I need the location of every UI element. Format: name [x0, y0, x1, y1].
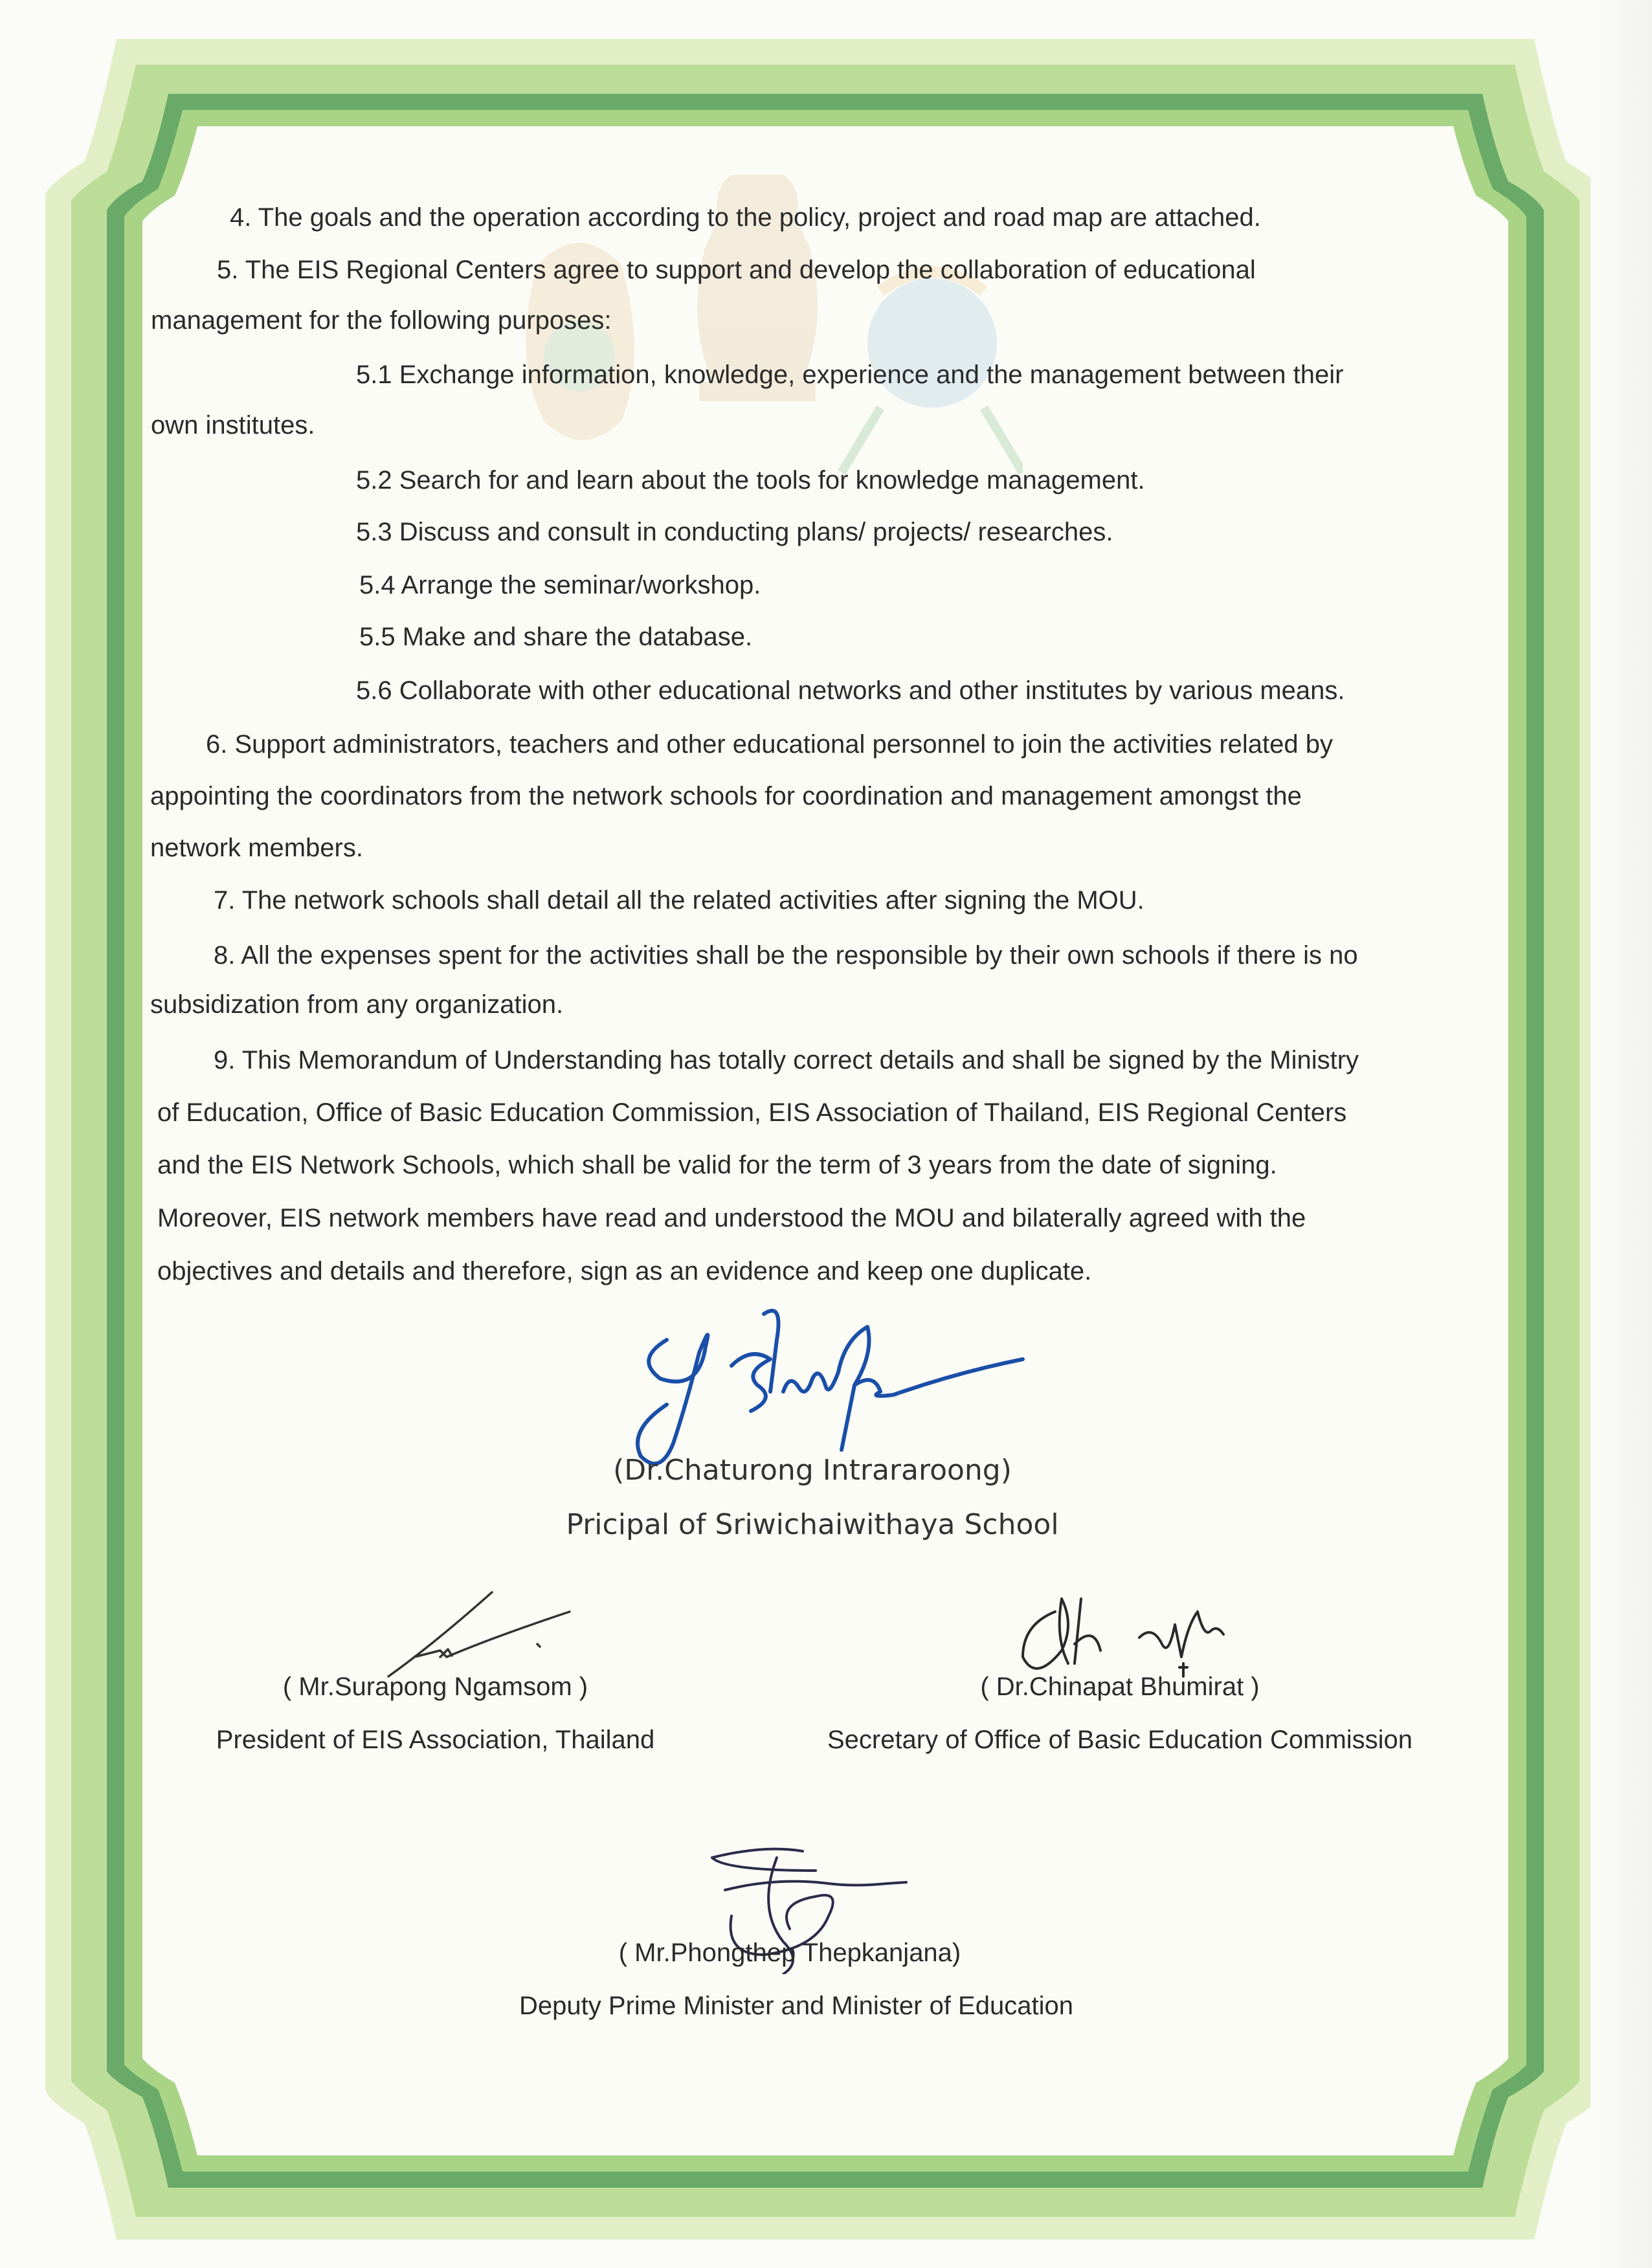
item-5-line1: 5. The EIS Regional Centers agree to support and develop the collaboration of educational: [217, 256, 1256, 284]
president-signature-block: [194, 1671, 751, 1755]
item-5-3: 5.3 Discuss and consult in conducting plans/ projects/ researches.: [356, 518, 1113, 546]
item-8-line1: 8. All the expenses spent for the activities shall be the responsible by their own schools if there is no: [214, 941, 1358, 970]
item-5-2: 5.2 Search for and learn about the tools for knowledge management.: [356, 466, 1145, 495]
item-7: 7. The network schools shall detail all the related activities after signing the MOU.: [214, 886, 1144, 915]
secretary-signature-block: [796, 1671, 1482, 1755]
item-9-line4: Moreover, EIS network members have read and understood the MOU and bilaterally agreed with the: [157, 1204, 1306, 1232]
secretary-signature: [1010, 1586, 1230, 1683]
item-5-1-line2: own institutes.: [151, 411, 315, 439]
item-6-line2: appointing the coordinators from the network schools for coordination and management amongst the: [150, 782, 1302, 810]
item-8-line2: subsidization from any organization.: [150, 990, 564, 1019]
item-5-6: 5.6 Collaborate with other educational networks and other institutes by various means.: [356, 676, 1345, 705]
president-title: President of EIS Association, Thailand: [216, 1726, 655, 1754]
scan-edge: [1591, 0, 1652, 2268]
secretary-title: Secretary of Office of Basic Education Commission: [827, 1726, 1413, 1754]
item-6-line1: 6. Support administrators, teachers and other educational personnel to join the activities related by: [206, 730, 1334, 759]
minister-name: ( Mr.Phongthep Thepkanjana): [618, 1939, 961, 1967]
item-5-1-line1: 5.1 Exchange information, knowledge, experience and the management between their: [356, 361, 1344, 389]
minister-title: Deputy Prime Minister and Minister of Education: [519, 1992, 1073, 2020]
item-5-4: 5.4 Arrange the seminar/workshop.: [359, 571, 761, 599]
item-9-line3: and the EIS Network Schools, which shall be valid for the term of 3 years from the date of signing.: [157, 1151, 1277, 1179]
item-9-line1: 9. This Memorandum of Understanding has totally correct details and shall be signed by the Ministry: [214, 1046, 1359, 1074]
item-9-line2: of Education, Office of Basic Education Commission, EIS Association of Thailand, EIS Regional Centers: [157, 1098, 1347, 1127]
president-name: ( Mr.Surapong Ngamsom ): [282, 1673, 588, 1701]
secretary-name: ( Dr.Chinapat Bhumirat ): [980, 1673, 1260, 1701]
principal-title: Pricipal of Sriwichaiwithaya School: [566, 1508, 1059, 1541]
item-6-line3: network members.: [150, 834, 363, 862]
item-5-line2: management for the following purposes:: [151, 306, 612, 335]
minister-signature-block: [388, 1937, 1211, 2021]
principal-signature-block: [453, 1453, 1172, 1542]
item-9-line5: objectives and details and therefore, sign as an evidence and keep one duplicate.: [157, 1257, 1092, 1285]
principal-name: (Dr.Chaturong Intrararoong): [613, 1454, 1012, 1487]
item-5-5: 5.5 Make and share the database.: [359, 623, 753, 651]
item-4: 4. The goals and the operation according to the policy, project and road map are attached.: [230, 203, 1261, 232]
